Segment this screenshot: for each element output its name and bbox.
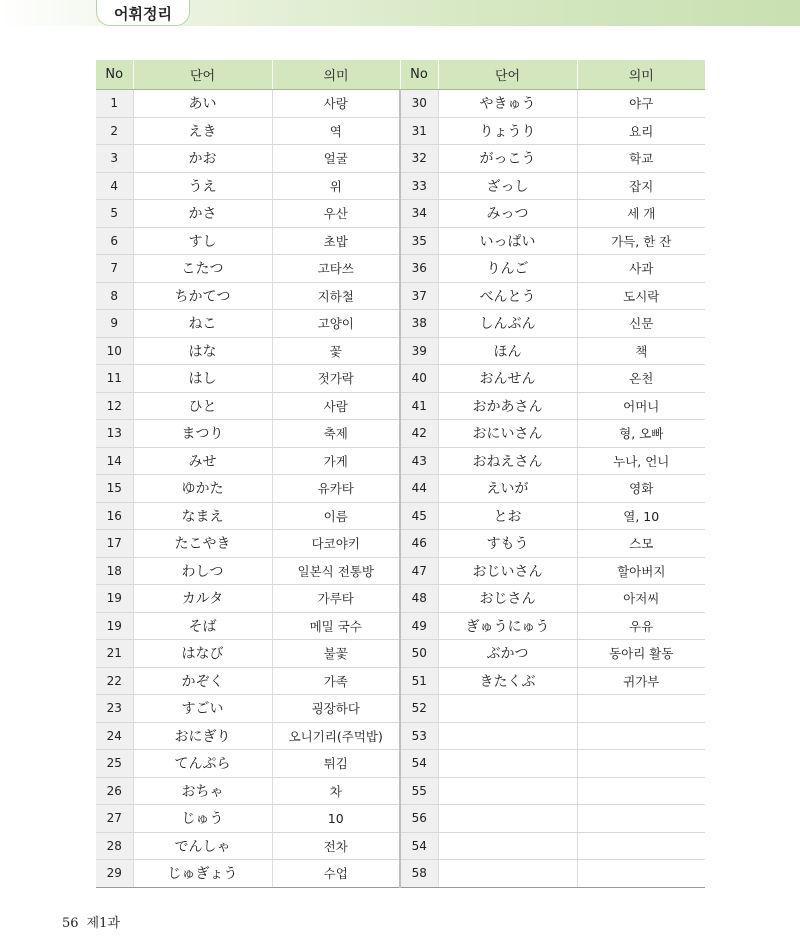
meaning-cell: 위 <box>272 172 400 200</box>
number-cell: 27 <box>96 805 133 833</box>
number-cell-right: 33 <box>400 172 438 200</box>
table-row <box>96 502 705 530</box>
number-cell-right: 45 <box>400 502 438 530</box>
number-cell-right: 54 <box>400 750 438 778</box>
number-cell-right: 50 <box>400 640 438 668</box>
number-cell: 13 <box>96 420 133 448</box>
number-cell: 14 <box>96 447 133 475</box>
meaning-cell-right <box>577 832 705 860</box>
meaning-cell: 젓가락 <box>272 365 400 393</box>
meaning-cell-right: 사과 <box>577 255 705 283</box>
word-cell: ひと <box>133 392 272 420</box>
word-cell-right: しんぶん <box>438 310 577 338</box>
number-cell: 18 <box>96 557 133 585</box>
header-meaning: 의미 <box>272 60 400 90</box>
word-cell-right: やきゅう <box>438 90 577 118</box>
word-cell-right <box>438 695 577 723</box>
word-cell: そば <box>133 612 272 640</box>
word-cell-right: えいが <box>438 475 577 503</box>
meaning-cell: 10 <box>272 805 400 833</box>
meaning-cell-right: 형, 오빠 <box>577 420 705 448</box>
number-cell-right: 48 <box>400 585 438 613</box>
number-cell: 9 <box>96 310 133 338</box>
number-cell: 21 <box>96 640 133 668</box>
meaning-cell: 불꽃 <box>272 640 400 668</box>
number-cell-right: 38 <box>400 310 438 338</box>
word-cell: じゅう <box>133 805 272 833</box>
word-cell: かさ <box>133 200 272 228</box>
word-cell: でんしゃ <box>133 832 272 860</box>
section-banner <box>0 0 800 26</box>
word-cell: うえ <box>133 172 272 200</box>
number-cell-right: 43 <box>400 447 438 475</box>
table-row <box>96 337 705 365</box>
meaning-cell: 굉장하다 <box>272 695 400 723</box>
number-cell: 19 <box>96 612 133 640</box>
meaning-cell: 차 <box>272 777 400 805</box>
meaning-cell: 가루타 <box>272 585 400 613</box>
number-cell: 10 <box>96 337 133 365</box>
word-cell-right: いっぱい <box>438 227 577 255</box>
number-cell-right: 58 <box>400 860 438 888</box>
meaning-cell: 고양이 <box>272 310 400 338</box>
number-cell-right: 56 <box>400 805 438 833</box>
number-cell-right: 52 <box>400 695 438 723</box>
word-cell-right: べんとう <box>438 282 577 310</box>
word-cell-right: ほん <box>438 337 577 365</box>
meaning-cell: 오니기리(주먹밥) <box>272 722 400 750</box>
meaning-cell: 전차 <box>272 832 400 860</box>
meaning-cell: 다코야키 <box>272 530 400 558</box>
table-header-row <box>96 60 705 90</box>
meaning-cell-right: 아저씨 <box>577 585 705 613</box>
word-cell: あい <box>133 90 272 118</box>
vocabulary-table <box>96 60 705 888</box>
number-cell: 23 <box>96 695 133 723</box>
word-cell: えき <box>133 117 272 145</box>
word-cell: ねこ <box>133 310 272 338</box>
meaning-cell-right <box>577 860 705 888</box>
meaning-cell-right: 야구 <box>577 90 705 118</box>
meaning-cell: 사랑 <box>272 90 400 118</box>
meaning-cell: 고타쓰 <box>272 255 400 283</box>
header-word-right: 단어 <box>438 60 577 90</box>
number-cell: 17 <box>96 530 133 558</box>
meaning-cell: 수업 <box>272 860 400 888</box>
meaning-cell: 꽃 <box>272 337 400 365</box>
table-row <box>96 227 705 255</box>
table-row <box>96 805 705 833</box>
word-cell: はな <box>133 337 272 365</box>
word-cell: こたつ <box>133 255 272 283</box>
number-cell: 4 <box>96 172 133 200</box>
word-cell-right: とお <box>438 502 577 530</box>
number-cell-right: 40 <box>400 365 438 393</box>
table-row <box>96 145 705 173</box>
meaning-cell-right: 책 <box>577 337 705 365</box>
table-row <box>96 392 705 420</box>
number-cell: 19 <box>96 585 133 613</box>
table-row <box>96 640 705 668</box>
meaning-cell-right: 잡지 <box>577 172 705 200</box>
word-cell-right <box>438 860 577 888</box>
word-cell: みせ <box>133 447 272 475</box>
word-cell-right: ざっし <box>438 172 577 200</box>
meaning-cell-right: 누나, 언니 <box>577 447 705 475</box>
number-cell-right: 53 <box>400 722 438 750</box>
word-cell: かぞく <box>133 667 272 695</box>
table-row <box>96 255 705 283</box>
word-cell-right: おじいさん <box>438 557 577 585</box>
number-cell: 6 <box>96 227 133 255</box>
meaning-cell-right <box>577 695 705 723</box>
chapter-label: 제1과 <box>86 916 120 931</box>
number-cell-right: 55 <box>400 777 438 805</box>
number-cell: 24 <box>96 722 133 750</box>
number-cell-right: 54 <box>400 832 438 860</box>
page-footer <box>62 912 120 931</box>
meaning-cell-right: 온천 <box>577 365 705 393</box>
word-cell-right <box>438 832 577 860</box>
word-cell: はなび <box>133 640 272 668</box>
meaning-cell: 메밀 국수 <box>272 612 400 640</box>
meaning-cell: 역 <box>272 117 400 145</box>
number-cell-right: 51 <box>400 667 438 695</box>
word-cell-right: きたくぶ <box>438 667 577 695</box>
word-cell: おにぎり <box>133 722 272 750</box>
word-cell: カルタ <box>133 585 272 613</box>
number-cell: 12 <box>96 392 133 420</box>
word-cell-right: おにいさん <box>438 420 577 448</box>
table-row <box>96 832 705 860</box>
word-cell: ちかてつ <box>133 282 272 310</box>
word-cell-right: すもう <box>438 530 577 558</box>
table-row <box>96 172 705 200</box>
meaning-cell-right: 동아리 활동 <box>577 640 705 668</box>
table-row <box>96 282 705 310</box>
header-word: 단어 <box>133 60 272 90</box>
meaning-cell-right: 귀가부 <box>577 667 705 695</box>
number-cell: 8 <box>96 282 133 310</box>
word-cell-right: みっつ <box>438 200 577 228</box>
table-row <box>96 750 705 778</box>
word-cell: たこやき <box>133 530 272 558</box>
meaning-cell: 초밥 <box>272 227 400 255</box>
number-cell-right: 35 <box>400 227 438 255</box>
table-row <box>96 475 705 503</box>
word-cell-right: りんご <box>438 255 577 283</box>
table-row <box>96 860 705 888</box>
word-cell-right <box>438 805 577 833</box>
meaning-cell-right: 신문 <box>577 310 705 338</box>
number-cell-right: 36 <box>400 255 438 283</box>
table-row <box>96 722 705 750</box>
table-row <box>96 365 705 393</box>
number-cell-right: 30 <box>400 90 438 118</box>
page-number: 56 <box>62 916 79 931</box>
number-cell-right: 39 <box>400 337 438 365</box>
word-cell: おちゃ <box>133 777 272 805</box>
word-cell-right <box>438 777 577 805</box>
meaning-cell-right <box>577 777 705 805</box>
number-cell-right: 44 <box>400 475 438 503</box>
number-cell: 1 <box>96 90 133 118</box>
section-title-tab <box>96 0 190 26</box>
table-row <box>96 557 705 585</box>
number-cell: 26 <box>96 777 133 805</box>
word-cell: てんぷら <box>133 750 272 778</box>
word-cell-right: おじさん <box>438 585 577 613</box>
word-cell-right: ぎゅうにゅう <box>438 612 577 640</box>
number-cell-right: 32 <box>400 145 438 173</box>
meaning-cell: 축제 <box>272 420 400 448</box>
word-cell-right: ぶかつ <box>438 640 577 668</box>
number-cell-right: 46 <box>400 530 438 558</box>
number-cell-right: 34 <box>400 200 438 228</box>
meaning-cell-right: 열, 10 <box>577 502 705 530</box>
header-no: No <box>96 60 133 90</box>
meaning-cell-right: 할아버지 <box>577 557 705 585</box>
number-cell: 16 <box>96 502 133 530</box>
meaning-cell: 가족 <box>272 667 400 695</box>
number-cell-right: 37 <box>400 282 438 310</box>
meaning-cell-right <box>577 750 705 778</box>
meaning-cell: 얼굴 <box>272 145 400 173</box>
word-cell-right: おねえさん <box>438 447 577 475</box>
number-cell: 7 <box>96 255 133 283</box>
word-cell-right: がっこう <box>438 145 577 173</box>
number-cell: 15 <box>96 475 133 503</box>
word-cell: じゅぎょう <box>133 860 272 888</box>
word-cell-right <box>438 722 577 750</box>
meaning-cell-right: 영화 <box>577 475 705 503</box>
number-cell: 3 <box>96 145 133 173</box>
number-cell-right: 47 <box>400 557 438 585</box>
table-row <box>96 420 705 448</box>
meaning-cell-right: 어머니 <box>577 392 705 420</box>
word-cell-right <box>438 750 577 778</box>
table-row <box>96 117 705 145</box>
table-row <box>96 695 705 723</box>
number-cell: 28 <box>96 832 133 860</box>
table-row <box>96 90 705 118</box>
number-cell-right: 42 <box>400 420 438 448</box>
word-cell: わしつ <box>133 557 272 585</box>
table-row <box>96 530 705 558</box>
meaning-cell-right: 우유 <box>577 612 705 640</box>
word-cell: はし <box>133 365 272 393</box>
meaning-cell: 유카타 <box>272 475 400 503</box>
word-cell: まつり <box>133 420 272 448</box>
table-row <box>96 777 705 805</box>
meaning-cell: 지하철 <box>272 282 400 310</box>
number-cell-right: 41 <box>400 392 438 420</box>
number-cell: 29 <box>96 860 133 888</box>
number-cell: 11 <box>96 365 133 393</box>
word-cell: なまえ <box>133 502 272 530</box>
meaning-cell: 일본식 전통방 <box>272 557 400 585</box>
meaning-cell-right: 세 개 <box>577 200 705 228</box>
meaning-cell-right: 요리 <box>577 117 705 145</box>
meaning-cell: 가게 <box>272 447 400 475</box>
word-cell: すし <box>133 227 272 255</box>
meaning-cell-right <box>577 722 705 750</box>
meaning-cell: 우산 <box>272 200 400 228</box>
table-row <box>96 447 705 475</box>
word-cell: すごい <box>133 695 272 723</box>
table-row <box>96 310 705 338</box>
section-title: 어휘정리 <box>114 5 172 23</box>
meaning-cell-right: 스모 <box>577 530 705 558</box>
number-cell: 5 <box>96 200 133 228</box>
meaning-cell: 사람 <box>272 392 400 420</box>
meaning-cell-right: 가득, 한 잔 <box>577 227 705 255</box>
word-cell: かお <box>133 145 272 173</box>
meaning-cell: 튀김 <box>272 750 400 778</box>
number-cell-right: 49 <box>400 612 438 640</box>
header-no-right: No <box>400 60 438 90</box>
table-row <box>96 200 705 228</box>
table-row <box>96 612 705 640</box>
table-row <box>96 667 705 695</box>
number-cell: 2 <box>96 117 133 145</box>
word-cell-right: おんせん <box>438 365 577 393</box>
number-cell-right: 31 <box>400 117 438 145</box>
meaning-cell: 이름 <box>272 502 400 530</box>
table-row <box>96 585 705 613</box>
number-cell: 25 <box>96 750 133 778</box>
number-cell: 22 <box>96 667 133 695</box>
word-cell-right: りょうり <box>438 117 577 145</box>
header-meaning-right: 의미 <box>577 60 705 90</box>
meaning-cell-right: 학교 <box>577 145 705 173</box>
word-cell: ゆかた <box>133 475 272 503</box>
meaning-cell-right: 도시락 <box>577 282 705 310</box>
word-cell-right: おかあさん <box>438 392 577 420</box>
meaning-cell-right <box>577 805 705 833</box>
